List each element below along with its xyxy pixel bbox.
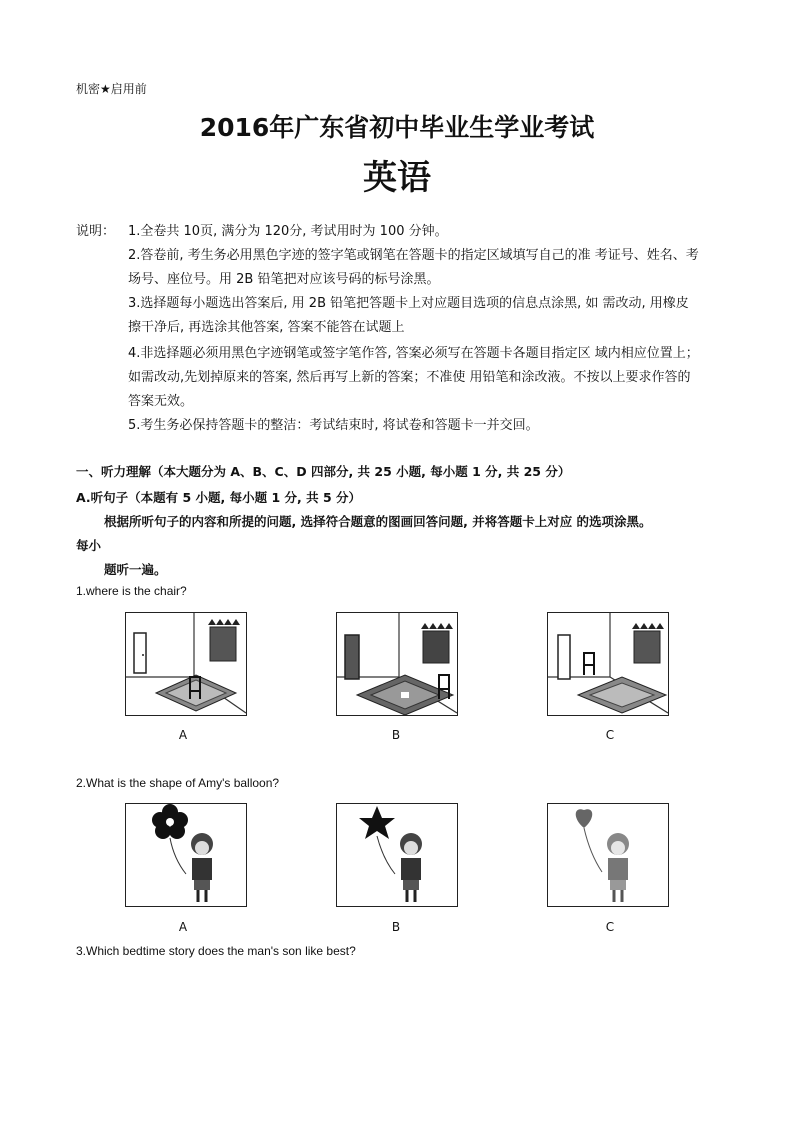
q2-option-a-label[interactable]: A xyxy=(178,920,188,934)
instruction-4-end: 答案无效。 xyxy=(128,394,194,409)
star-balloon-icon xyxy=(337,804,457,906)
part-a-direction-cont: 每小 xyxy=(76,538,102,553)
part-a-heading: A.听句子（本题有 5 小题, 每小题 1 分, 共 5 分） xyxy=(76,490,362,505)
subject-title: 英语 xyxy=(363,158,431,198)
question-2-text: 2.What is the shape of Amy's balloon? xyxy=(76,776,280,790)
q1-option-a-picture xyxy=(125,612,247,716)
q2-option-a-picture xyxy=(125,803,247,907)
question-1-text: 1.where is the chair? xyxy=(76,584,187,598)
q1-option-b-picture xyxy=(336,612,458,716)
instruction-2: 2.答卷前, 考生务必用黑色字迹的签字笔或钢笔在答题卡的指定区域填写自己的准 考证号、姓名、考 xyxy=(128,248,699,263)
instruction-2-cont: 场号、座位号。用 2B 铅笔把对应该号码的标号涂黑。 xyxy=(128,272,440,287)
part-a-direction-end: 题听一遍。 xyxy=(104,562,167,577)
q2-option-b-picture xyxy=(336,803,458,907)
q1-option-a-label[interactable]: A xyxy=(178,728,188,742)
instructions-label: 说明： xyxy=(76,224,116,239)
part-a-direction: 根据所听句子的内容和所提的问题, 选择符合题意的图画回答问题, 并将答题卡上对应 的选项涂黑。 xyxy=(104,514,652,529)
instruction-4: 4.非选择题必须用黑色字迹钢笔或签字笔作答, 答案必须写在答题卡各题目指定区 域内相应位置上； xyxy=(128,346,699,361)
instruction-5: 5.考生务必保持答题卡的整洁：考试结束时, 将试卷和答题卡一并交回。 xyxy=(128,418,539,433)
instruction-4-cont: 如需改动,先划掉原来的答案, 然后再写上新的答案；不准使 用铅笔和涂改液。不按以上要求作答的 xyxy=(128,370,691,385)
q1-option-c-label[interactable]: C xyxy=(605,728,615,742)
room-chair-on-rug-icon xyxy=(126,613,246,715)
room-chair-by-door-icon xyxy=(548,613,668,715)
confidential-mark: 机密★启用前 xyxy=(76,82,147,96)
instruction-1: 1.全卷共 10页, 满分为 120分, 考试用时为 100 分钟。 xyxy=(128,224,448,239)
flower-balloon-icon xyxy=(126,804,246,906)
instruction-3: 3.选择题每小题选出答案后, 用 2B 铅笔把答题卡上对应题目选项的信息点涂黑, 如 需改动, 用橡皮 xyxy=(128,296,689,311)
section-heading: 一、听力理解（本大题分为 A、B、C、D 四部分, 共 25 小题, 每小题 1 分, 共 25 分） xyxy=(76,464,571,479)
q2-option-c-label[interactable]: C xyxy=(605,920,615,934)
q1-option-c-picture xyxy=(547,612,669,716)
q2-option-c-picture xyxy=(547,803,669,907)
heart-balloon-icon xyxy=(548,804,668,906)
room-chair-by-wall-icon xyxy=(337,613,457,715)
q2-option-b-label[interactable]: B xyxy=(391,920,401,934)
q1-option-b-label[interactable]: B xyxy=(391,728,401,742)
exam-title: 2016年广东省初中毕业生学业考试 xyxy=(199,113,595,142)
question-3-text: 3.Which bedtime story does the man's son like best? xyxy=(76,944,356,958)
instruction-3-cont: 擦干净后, 再选涂其他答案, 答案不能答在试题上 xyxy=(128,320,405,335)
